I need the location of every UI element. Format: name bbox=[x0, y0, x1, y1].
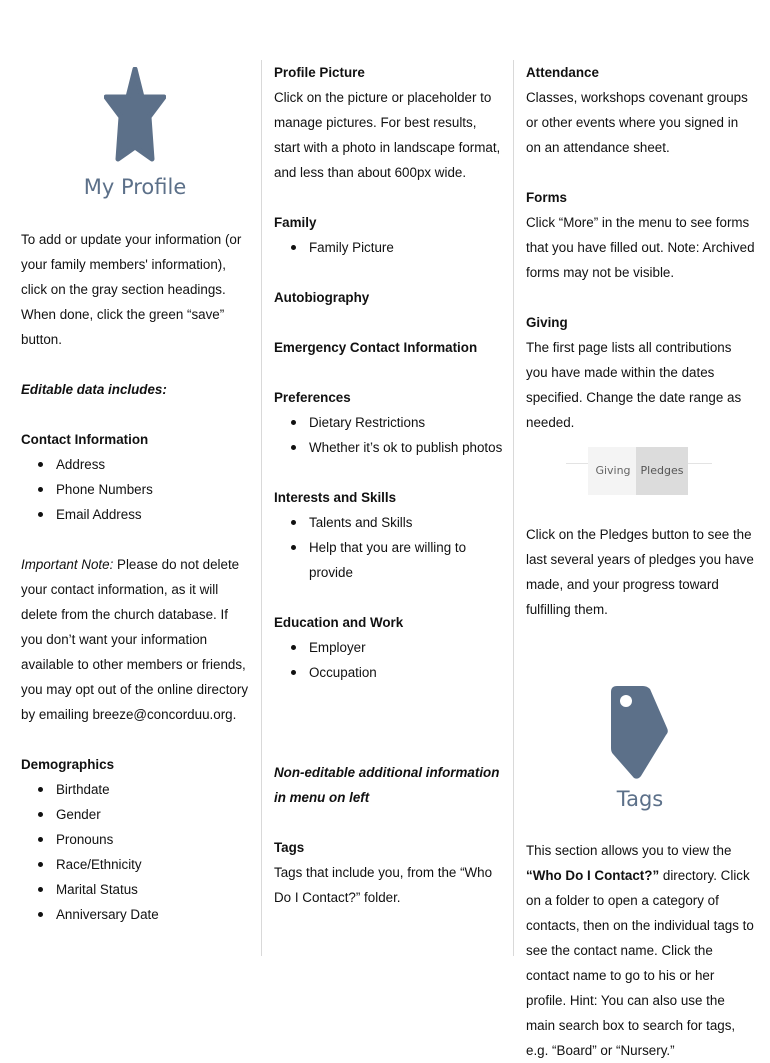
list-item: Pronouns bbox=[56, 827, 253, 852]
forms-text: Click “More” in the menu to see forms that you have filled out. Note: Archived forms may not be visible. bbox=[526, 215, 755, 280]
forms-heading: Forms bbox=[526, 190, 567, 205]
interests-heading: Interests and Skills bbox=[274, 490, 397, 505]
tab-pledges[interactable]: Pledges bbox=[636, 447, 688, 495]
star-icon bbox=[17, 60, 253, 175]
column-noneditable-sections bbox=[526, 60, 756, 1063]
list-item: Employer bbox=[309, 635, 504, 660]
tags-text-post: directory. Click on a folder to open a category of contacts, then on the individual tags to see the contact name. Click the contact name to go to his or her profile. Hint: You can also use the main search box to search for tags, e.g. “Board” or “Nursery.” bbox=[526, 868, 754, 1058]
intro-text: To add or update your information (or your family members' information), click on the gray section headings. When done, click the green “save” button. bbox=[21, 232, 242, 347]
emergency-heading: Emergency Contact Information bbox=[274, 340, 478, 355]
tags-text: Tags that include you, from the “Who Do I Contact?” folder. bbox=[274, 865, 493, 905]
list-item: Gender bbox=[56, 802, 253, 827]
tab-giving[interactable]: Giving bbox=[588, 447, 638, 495]
list-item: Whether it’s ok to publish photos bbox=[309, 435, 504, 460]
tags-icon-title: Tags bbox=[616, 787, 664, 811]
preferences-list bbox=[274, 410, 504, 460]
list-item: Phone Numbers bbox=[56, 477, 253, 502]
tags-text-bold: “Who Do I Contact?” bbox=[526, 868, 660, 883]
profile-picture-heading: Profile Picture bbox=[274, 65, 365, 80]
profile-picture-text: Click on the picture or placeholder to manage pictures. For best results, start with a photo in landscape format, and less than about 600px wide. bbox=[274, 90, 501, 180]
interests-list bbox=[274, 510, 504, 585]
autobiography-heading: Autobiography bbox=[274, 290, 370, 305]
note-label: Important Note: bbox=[21, 557, 114, 572]
my-profile-title: My Profile bbox=[83, 175, 187, 199]
contact-heading: Contact Information bbox=[21, 432, 149, 447]
important-note bbox=[21, 552, 253, 727]
editable-heading: Editable data includes: bbox=[21, 382, 167, 397]
family-list bbox=[274, 235, 504, 260]
column-my-profile bbox=[21, 60, 253, 927]
preferences-heading: Preferences bbox=[274, 390, 351, 405]
attendance-heading: Attendance bbox=[526, 65, 599, 80]
list-item: Anniversary Date bbox=[56, 902, 253, 927]
noneditable-heading: Non-editable additional information in menu on left bbox=[274, 765, 500, 805]
tags-text-pre: This section allows you to view the bbox=[526, 843, 732, 858]
list-item: Email Address bbox=[56, 502, 253, 527]
giving-text: The first page lists all contributions you have made within the dates specified. Change the date range as needed. bbox=[526, 340, 742, 430]
list-item: Occupation bbox=[309, 660, 504, 685]
giving-heading: Giving bbox=[526, 315, 568, 330]
demographics-heading: Demographics bbox=[21, 757, 115, 772]
column-divider-left bbox=[261, 60, 262, 956]
education-list bbox=[274, 635, 504, 685]
list-item: Address bbox=[56, 452, 253, 477]
list-item: Family Picture bbox=[309, 235, 504, 260]
tags-heading: Tags bbox=[274, 840, 305, 855]
list-item: Dietary Restrictions bbox=[309, 410, 504, 435]
education-heading: Education and Work bbox=[274, 615, 404, 630]
list-item: Talents and Skills bbox=[309, 510, 504, 535]
list-item: Birthdate bbox=[56, 777, 253, 802]
column-profile-sections bbox=[274, 60, 504, 910]
demographics-list bbox=[21, 777, 253, 927]
list-item: Marital Status bbox=[56, 877, 253, 902]
list-item: Race/Ethnicity bbox=[56, 852, 253, 877]
attendance-text: Classes, workshops covenant groups or other events where you signed in on an attendance sheet. bbox=[526, 90, 748, 155]
list-item: Help that you are willing to provide bbox=[309, 535, 504, 585]
family-heading: Family bbox=[274, 215, 317, 230]
giving-pledges-tabs bbox=[526, 447, 756, 497]
tags-description bbox=[526, 838, 756, 1063]
note-text: Please do not delete your contact information, as it will delete from the church database. If you don’t want your information available to other members or friends, you may opt out of the online directory by emailing breeze@concorduu.org. bbox=[21, 557, 249, 722]
column-divider-right bbox=[513, 60, 514, 956]
contact-list bbox=[21, 452, 253, 527]
tag-icon bbox=[524, 684, 756, 786]
pledges-text: Click on the Pledges button to see the last several years of pledges you have made, and your progress toward fulfilling them. bbox=[526, 527, 754, 617]
